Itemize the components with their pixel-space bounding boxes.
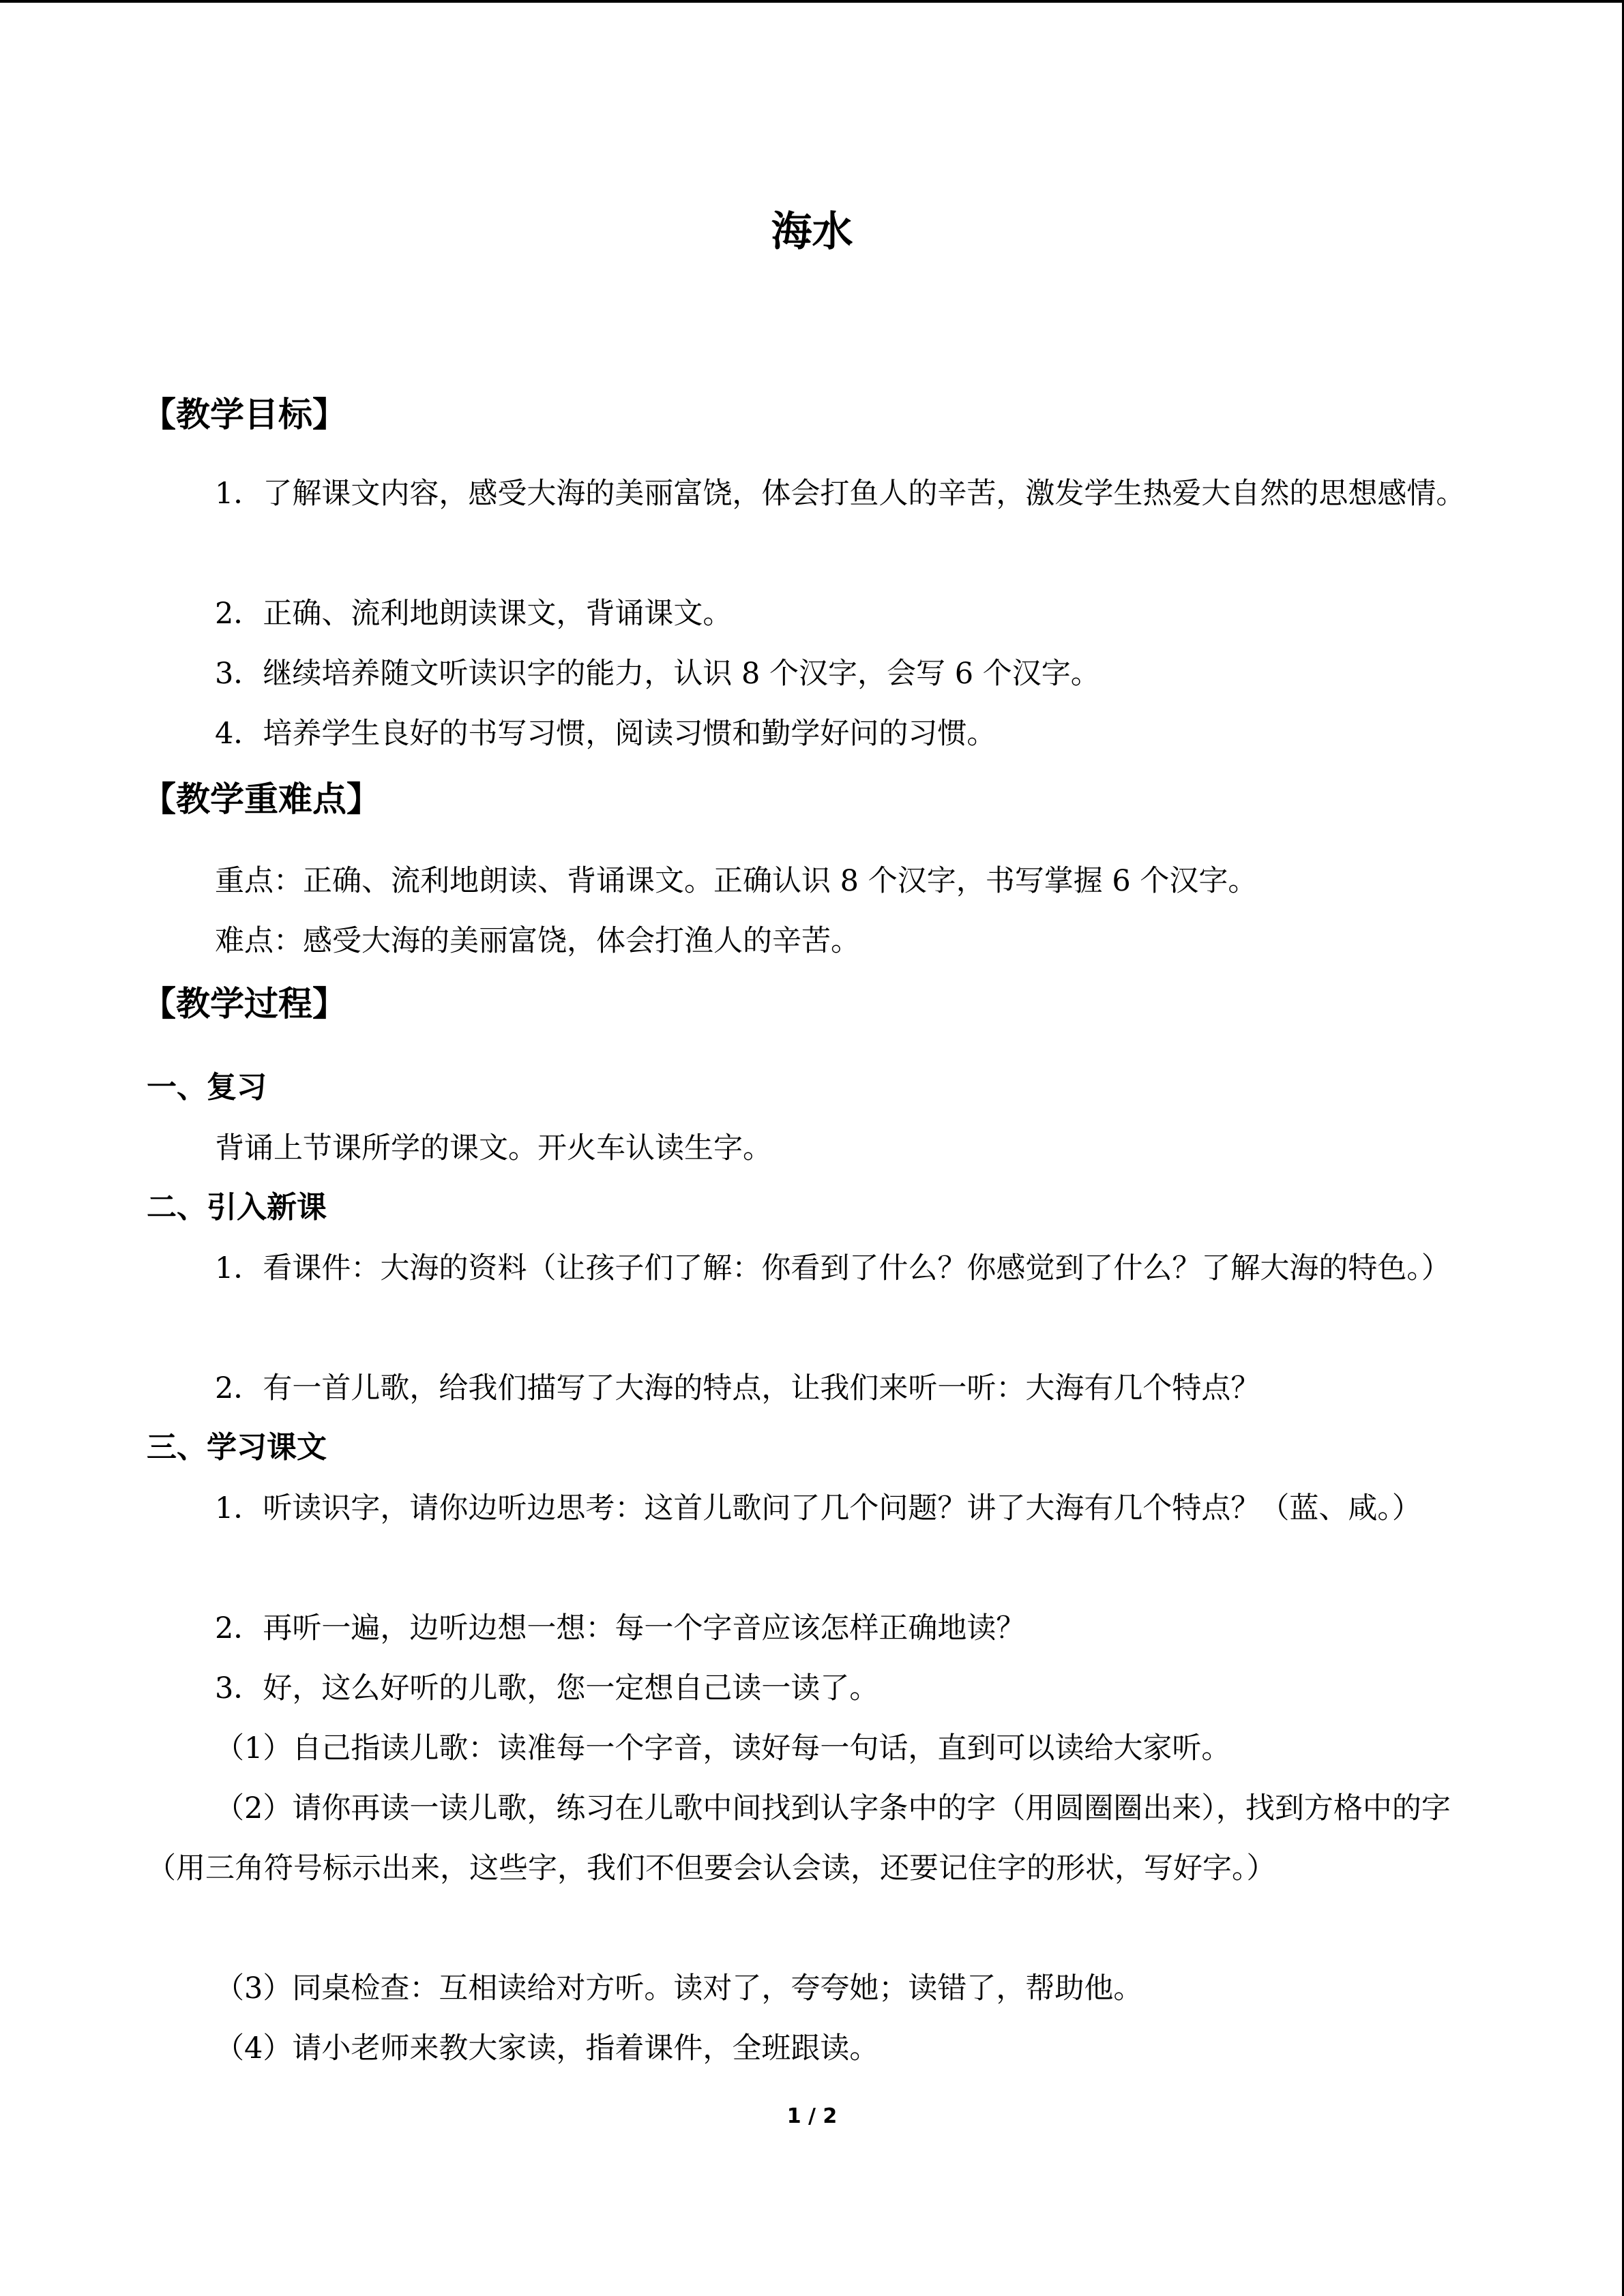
process-subitem: （4）请小老师来教大家读，指着课件，全班跟读。: [215, 2031, 879, 2066]
document-title: 海水: [771, 208, 853, 256]
process-part-heading-intro: 二、引入新课: [147, 1190, 327, 1225]
process-item: 背诵上节课所学的课文。开火车认读生字。: [215, 1131, 772, 1165]
process-item: 2．再听一遍，边听边想一想：每一个字音应该怎样正确地读？: [215, 1611, 1026, 1645]
key-point-item: 重点：正确、流利地朗读、背诵课文。正确认识 8 个汉字，书写掌握 6 个汉字。: [215, 864, 1258, 898]
difficulty-item: 难点：感受大海的美丽富饶，体会打渔人的辛苦。: [215, 924, 860, 958]
process-part-heading-study: 三、学习课文: [147, 1430, 327, 1465]
section-heading-objectives: 【教学目标】: [142, 395, 346, 434]
process-subitem: （2）请你再读一读儿歌，练习在儿歌中间找到认字条中的字（用圆圈圈出来），找到方格中的字（用三角符号标示出来，这些字，我们不但要会认会读，还要记住字的形状，写好字。）: [147, 1791, 1451, 1885]
process-item: 1．看课件：大海的资料（让孩子们了解：你看到了什么？你感觉到了什么？了解大海的特色。）: [215, 1251, 1451, 1285]
process-part-heading-review: 一、复习: [147, 1070, 267, 1105]
page-number: 1 / 2: [786, 2104, 838, 2128]
page-top-border: [0, 0, 1624, 3]
objective-item: 2．正确、流利地朗读课文，背诵课文。: [215, 597, 733, 631]
process-item: 1．听读识字，请你边听边思考：这首儿歌问了几个问题？讲了大海有几个特点？（蓝、咸。）: [215, 1491, 1421, 1525]
process-subitem: （3）同桌检查：互相读给对方听。读对了，夸夸她；读错了，帮助他。: [215, 1971, 1143, 2006]
section-heading-process: 【教学过程】: [142, 984, 346, 1024]
process-subitem: （1）自己指读儿歌：读准每一个字音，读好每一句话，直到可以读给大家听。: [215, 1731, 1231, 1765]
objective-item: 1．了解课文内容，感受大海的美丽富饶，体会打鱼人的辛苦，激发学生热爱大自然的思想感情。: [215, 477, 1466, 511]
process-item: 3．好，这么好听的儿歌，您一定想自己读一读了。: [215, 1671, 879, 1705]
objective-item: 3．继续培养随文听读识字的能力，认识 8 个汉字，会写 6 个汉字。: [215, 657, 1100, 691]
objective-item: 4．培养学生良好的书写习惯，阅读习惯和勤学好问的习惯。: [215, 717, 996, 751]
section-heading-key-points: 【教学重难点】: [142, 779, 381, 819]
process-item: 2．有一首儿歌，给我们描写了大海的特点，让我们来听一听：大海有几个特点？: [215, 1371, 1260, 1405]
